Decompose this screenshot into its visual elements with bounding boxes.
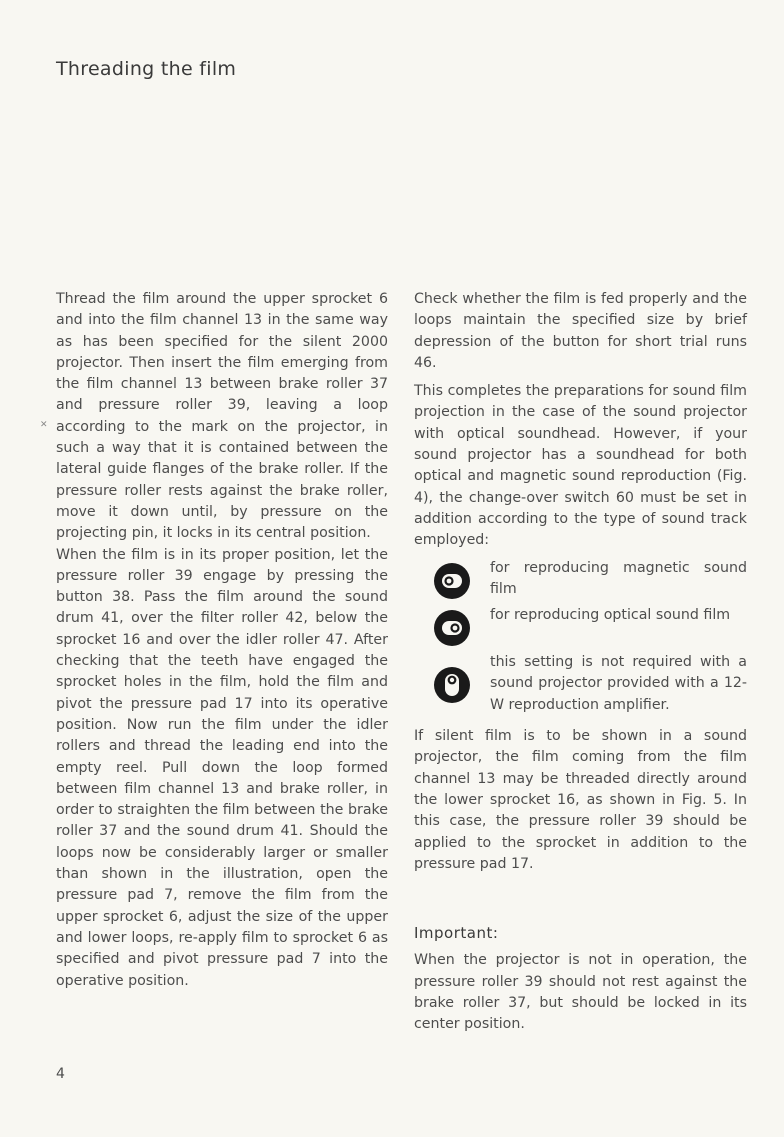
switch-options-list bbox=[414, 558, 747, 716]
right-paragraph-3: If silent film is to be shown in a sound projector, the film coming from the film channel 13 may be threaded directly around the lower sprocket 16, as shown in Fig. 5. In this case, the pressure roller 39 should be applied to the sprocket in addition to the pressure pad 17. bbox=[414, 728, 747, 872]
margin-mark: ✕ bbox=[40, 420, 48, 430]
left-column bbox=[56, 289, 388, 992]
switch-option-magnetic bbox=[414, 558, 747, 601]
left-paragraph-1: Thread the film around the upper sprocket 6 and into the film channel 13 in the same way as has been specified for the silent 2000 projector. Then insert the film emerging from the film channel 13 between brake roller 37 and pressure roller 39, leaving a loop according to the mark on the projector, in such a way that it is contained between the lateral guide flanges of the brake roller. If the pressure roller rests against the brake roller, move it down until, by pressure on the projecting pin, it locks in its central position. bbox=[56, 291, 388, 542]
right-paragraph-1: Check whether the film is fed properly and the loops maintain the specified size by brief depression of the button for short trial runs 46. bbox=[414, 291, 747, 371]
switch-option-text: for reproducing magnetic sound film bbox=[490, 559, 747, 597]
switch-option-optical bbox=[414, 605, 747, 647]
switch-option-text: for reproducing optical sound film bbox=[490, 607, 731, 624]
important-heading: Important: bbox=[414, 924, 499, 943]
amplifier-setting-icon bbox=[433, 666, 471, 704]
page-title: Threading the film bbox=[56, 58, 237, 80]
optical-sound-icon bbox=[433, 609, 471, 647]
left-paragraph-2: When the film is in its proper position, let the pressure roller 39 engage by pressing the button 38. Pass the film around the sound drum 41, over the filter roller 42, below the sprocket 16 and over the idler roller 47. After checking that the teeth have engaged the sprocket holes in the film, hold the film and pivot the pressure pad 17 into its operative position. Now run the film under the idler rollers and thread the leading end into the empty reel. Pull down the loop formed between film channel 13 and brake roller, in order to straighten the film between the brake roller 37 and the sound drum 41. Should the loops now be considerably larger or smaller than shown in the illustration, open the pressure pad 7, remove the film from the upper sprocket 6, adjust the size of the upper and lower loops, re-apply film to sprocket 6 as specified and pivot pressure pad 7 into the operative position. bbox=[56, 546, 388, 989]
magnetic-sound-icon bbox=[433, 562, 471, 600]
right-column bbox=[414, 289, 747, 1036]
switch-option-text: this setting is not required with a sound projector provided with a 12-W reproduction amplifier. bbox=[490, 654, 747, 713]
page-number: 4 bbox=[56, 1066, 65, 1082]
right-paragraph-2: This completes the preparations for sound film projection in the case of the sound projector with optical soundhead. However, if your sound projector has a soundhead for both optical and magnetic sound reproduction (Fig. 4), the change-over switch 60 must be set in addition according to the type of sound track employed: bbox=[414, 383, 747, 549]
important-text: When the projector is not in operation, the pressure roller 39 should not rest against the brake roller 37, but should be locked in its center position. bbox=[414, 952, 747, 1033]
switch-option-amplifier bbox=[414, 652, 747, 716]
